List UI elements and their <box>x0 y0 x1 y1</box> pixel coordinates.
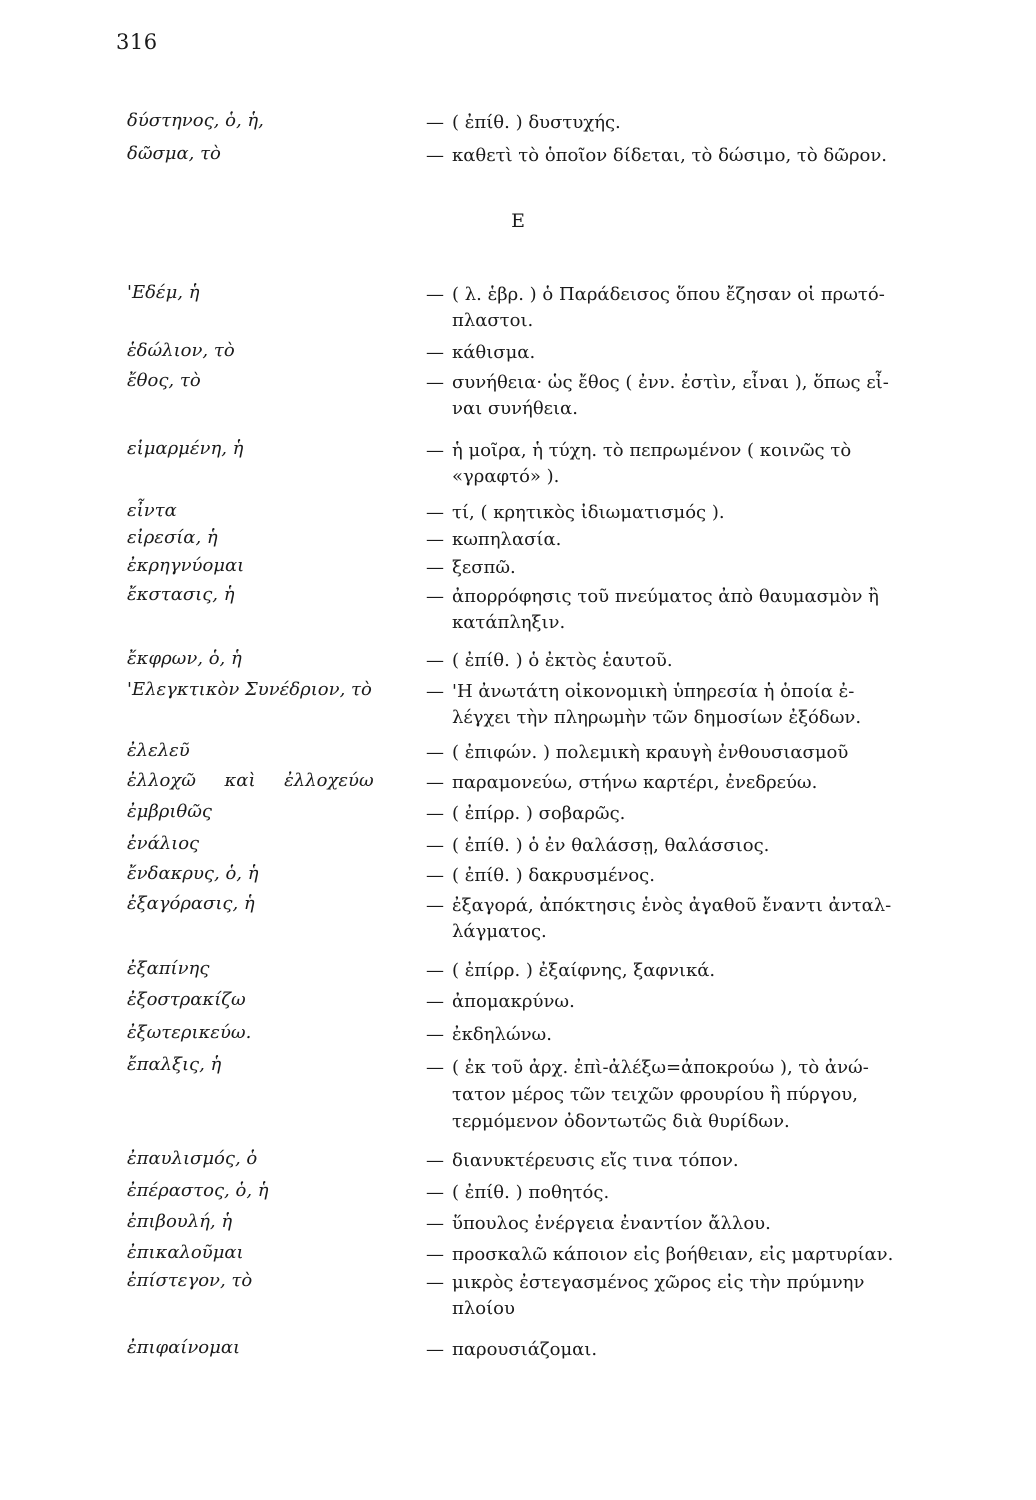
definition-line: 'Η ἀνωτάτη οἰκονομικὴ ὑπηρεσία ἡ ὁποία ἐ- <box>452 681 855 702</box>
definition-line: ναι συνήθεια. <box>452 398 578 419</box>
definition-line: ( ἐπίθ. ) ποθητός. <box>452 1182 610 1203</box>
definition-line: παραμονεύω, στήνω καρτέρι, ἐνεδρεύω. <box>452 772 818 793</box>
entry-definition: — παραμονεύω, στήνω καρτέρι, ἐνεδρεύω. <box>426 772 818 793</box>
definition-line: ( ἐκ τοῦ ἀρχ. ἐπὶ-ἀλέξω=ἀποκρούω ), τὸ ἀνώ- <box>452 1057 869 1078</box>
definition-line: μικρὸς ἐστεγασμένος χῶρος εἰς τὴν πρύμνην <box>452 1272 865 1293</box>
entry-definition: — συνήθεια· ὡς ἔθος ( ἐνν. ἐστὶν, εἶναι ), ὅπως εἶ- ναι συνήθεια. <box>426 370 966 422</box>
definition-line: ἐξαγορά, ἀπόκτησις ἑνὸς ἀγαθοῦ ἔναντι ἀνταλ- <box>452 895 892 916</box>
entry-definition: — ( ἐπίρρ. ) σοβαρῶς. <box>426 803 626 824</box>
entry-definition: — ( ἐπιφών. ) πολεμικὴ κραυγὴ ἐνθουσιασμοῦ <box>426 742 849 763</box>
entry-term: δῶσμα, τὸ <box>127 143 221 164</box>
section-letter: Ε <box>511 210 525 232</box>
definition-line: τερμόμενον ὀδοντωτῶς διὰ θυρίδων. <box>452 1111 790 1132</box>
entry-definition: — ἀπορρόφησις τοῦ πνεύματος ἀπὸ θαυμασμὸν ἢ κατάπληξιν. <box>426 584 966 636</box>
definition-line: πλοίου <box>452 1298 515 1319</box>
entry-term: ἔνδακρυς, ὁ, ἡ <box>127 863 259 884</box>
entry-term: ἔθος, τὸ <box>127 370 201 391</box>
entry-definition: — κωπηλασία. <box>426 529 562 550</box>
entry-term: ἐμβριθῶς <box>127 801 212 822</box>
definition-line: κωπηλασία. <box>452 529 562 550</box>
entry-term: ἐξαγόρασις, ἡ <box>127 893 255 914</box>
entry-definition: — ( ἐπίθ. ) ποθητός. <box>426 1182 610 1203</box>
definition-line: τατον μέρος τῶν τειχῶν φρουρίου ἢ πύργου, <box>452 1084 858 1105</box>
entry-definition: — διανυκτέρευσις εἴς τινα τόπον. <box>426 1150 739 1171</box>
definition-line: ( ἐπίρρ. ) σοβαρῶς. <box>452 803 626 824</box>
definition-line: κάθισμα. <box>452 342 536 363</box>
entry-term: ἐπιφαίνομαι <box>127 1337 241 1358</box>
entry-term: ἐπικαλοῦμαι <box>127 1242 244 1263</box>
entry-definition: — ἡ μοῖρα, ἡ τύχη. τὸ πεπρωμένον ( κοινῶς τὸ «γραφτό» ). <box>426 438 966 490</box>
entry-term: ἐπαυλισμός, ὁ <box>127 1148 258 1169</box>
entry-definition: — ἀπομακρύνω. <box>426 991 575 1012</box>
definition-line: ( ἐπίθ. ) ὁ ἐν θαλάσσῃ, θαλάσσιος. <box>452 835 770 856</box>
entry-definition: — 'Η ἀνωτάτη οἰκονομικὴ ὑπηρεσία ἡ ὁποία ἐ- λέγχει τὴν πληρωμὴν τῶν δημοσίων ἐξόδων. <box>426 679 966 731</box>
entry-term: δύστηνος, ὁ, ἡ, <box>127 110 264 131</box>
definition-line: «γραφτό» ). <box>452 466 560 487</box>
definition-line: ( ἐπίθ. ) δυστυχής. <box>452 112 621 133</box>
entry-term: ἐξωτερικεύω. <box>127 1022 252 1043</box>
definition-line: συνήθεια· ὡς ἔθος ( ἐνν. ἐστὶν, εἶναι ), ὅπως εἶ- <box>452 372 889 393</box>
entry-definition: — ( λ. ἑβρ. ) ὁ Παράδεισος ὅπου ἔζησαν οἱ πρωτό- πλαστοι. <box>426 282 966 334</box>
entry-definition: — προσκαλῶ κάποιον εἰς βοήθειαν, εἰς μαρτυρίαν. <box>426 1244 894 1265</box>
entry-term: ἐλελεῦ <box>127 740 190 761</box>
definition-line: πλαστοι. <box>452 310 534 331</box>
entry-definition: — ( ἐπίθ. ) δυστυχής. <box>426 112 621 133</box>
entry-definition: — ( ἐκ τοῦ ἀρχ. ἐπὶ-ἀλέξω=ἀποκρούω ), τὸ ἀνώ- τατον μέρος τῶν τειχῶν φρουρίου ἢ πύργου, τερμόμενον ὀδοντωτῶς διὰ θυρίδων. <box>426 1054 966 1135</box>
entry-term: ἑδώλιον, τὸ <box>127 340 235 361</box>
definition-line: ( ἐπιφών. ) πολεμικὴ κραυγὴ ἐνθουσιασμοῦ <box>452 742 849 763</box>
definition-line: προσκαλῶ κάποιον εἰς βοήθειαν, εἰς μαρτυρίαν. <box>452 1244 894 1265</box>
entry-definition: — τί, ( κρητικὸς ἰδιωματισμός ). <box>426 502 725 523</box>
entry-definition: — ( ἐπίθ. ) ὁ ἐν θαλάσσῃ, θαλάσσιος. <box>426 835 770 856</box>
definition-line: ἀπορρόφησις τοῦ πνεύματος ἀπὸ θαυμασμὸν ἢ <box>452 586 879 607</box>
entry-term: 'Ελεγκτικὸν Συνέδριον, τὸ <box>127 679 372 700</box>
entry-term: ἔκφρων, ὁ, ἡ <box>127 648 242 669</box>
entry-definition: — ἐξαγορά, ἀπόκτησις ἑνὸς ἀγαθοῦ ἔναντι ἀνταλ- λάγματος. <box>426 893 966 945</box>
page-number: 316 <box>116 30 158 54</box>
entry-term: ἐλλοχῶ καὶ ἐλλοχεύω <box>127 770 374 791</box>
entry-term: ἐπέραστος, ὁ, ἡ <box>127 1180 269 1201</box>
entry-term: εἰρεσία, ἡ <box>127 527 218 548</box>
entry-definition: — ξεσπῶ. <box>426 557 516 578</box>
entry-definition: — ὕπουλος ἐνέργεια ἐναντίον ἄλλου. <box>426 1213 771 1234</box>
definition-line: λέγχει τὴν πληρωμὴν τῶν δημοσίων ἐξόδων. <box>452 707 862 728</box>
entry-term: ἔκστασις, ἡ <box>127 584 235 605</box>
definition-line: ( ἐπίθ. ) δακρυσμένος. <box>452 865 655 886</box>
entry-definition: — μικρὸς ἐστεγασμένος χῶρος εἰς τὴν πρύμνην πλοίου <box>426 1270 966 1322</box>
entry-term: ἐξοστρακίζω <box>127 989 246 1010</box>
entry-term: ἐξαπίνης <box>127 958 210 979</box>
entry-term: ἐνάλιος <box>127 833 200 854</box>
entry-term: ἔπαλξις, ἡ <box>127 1054 222 1075</box>
entry-definition: — καθετὶ τὸ ὁποῖον δίδεται, τὸ δώσιμο, τὸ δῶρον. <box>426 145 888 166</box>
entry-term: 'Εδέμ, ἡ <box>127 282 200 303</box>
entry-term: εἱμαρμένη, ἡ <box>127 438 244 459</box>
definition-line: κατάπληξιν. <box>452 612 566 633</box>
entry-definition: — κάθισμα. <box>426 342 536 363</box>
definition-line: διανυκτέρευσις εἴς τινα τόπον. <box>452 1150 739 1171</box>
entry-definition: — παρουσιάζομαι. <box>426 1339 598 1360</box>
definition-line: ( ἐπίθ. ) ὁ ἐκτὸς ἑαυτοῦ. <box>452 650 673 671</box>
entry-term: ἐπίστεγον, τὸ <box>127 1270 253 1291</box>
entry-term: εἶντα <box>127 500 177 521</box>
definition-line: ἀπομακρύνω. <box>452 991 575 1012</box>
entry-term: ἐπιβουλή, ἡ <box>127 1211 233 1232</box>
definition-line: ( ἐπίρρ. ) ἐξαίφνης, ξαφνικά. <box>452 960 716 981</box>
definition-line: παρουσιάζομαι. <box>452 1339 598 1360</box>
definition-line: ἡ μοῖρα, ἡ τύχη. τὸ πεπρωμένον ( κοινῶς τὸ <box>452 440 852 461</box>
definition-line: λάγματος. <box>452 921 547 942</box>
entry-definition: — ( ἐπίθ. ) δακρυσμένος. <box>426 865 655 886</box>
entry-definition: — ( ἐπίρρ. ) ἐξαίφνης, ξαφνικά. <box>426 960 716 981</box>
definition-line: τί, ( κρητικὸς ἰδιωματισμός ). <box>452 502 725 523</box>
definition-line: καθετὶ τὸ ὁποῖον δίδεται, τὸ δώσιμο, τὸ δῶρον. <box>452 145 888 166</box>
definition-line: ὕπουλος ἐνέργεια ἐναντίον ἄλλου. <box>452 1213 771 1234</box>
entry-definition: — ( ἐπίθ. ) ὁ ἐκτὸς ἑαυτοῦ. <box>426 650 673 671</box>
definition-line: ( λ. ἑβρ. ) ὁ Παράδεισος ὅπου ἔζησαν οἱ πρωτό- <box>452 284 885 305</box>
definition-line: ἐκδηλώνω. <box>452 1024 552 1045</box>
entry-term: ἐκρηγνύομαι <box>127 555 245 576</box>
definition-line: ξεσπῶ. <box>452 557 516 578</box>
entry-definition: — ἐκδηλώνω. <box>426 1024 552 1045</box>
